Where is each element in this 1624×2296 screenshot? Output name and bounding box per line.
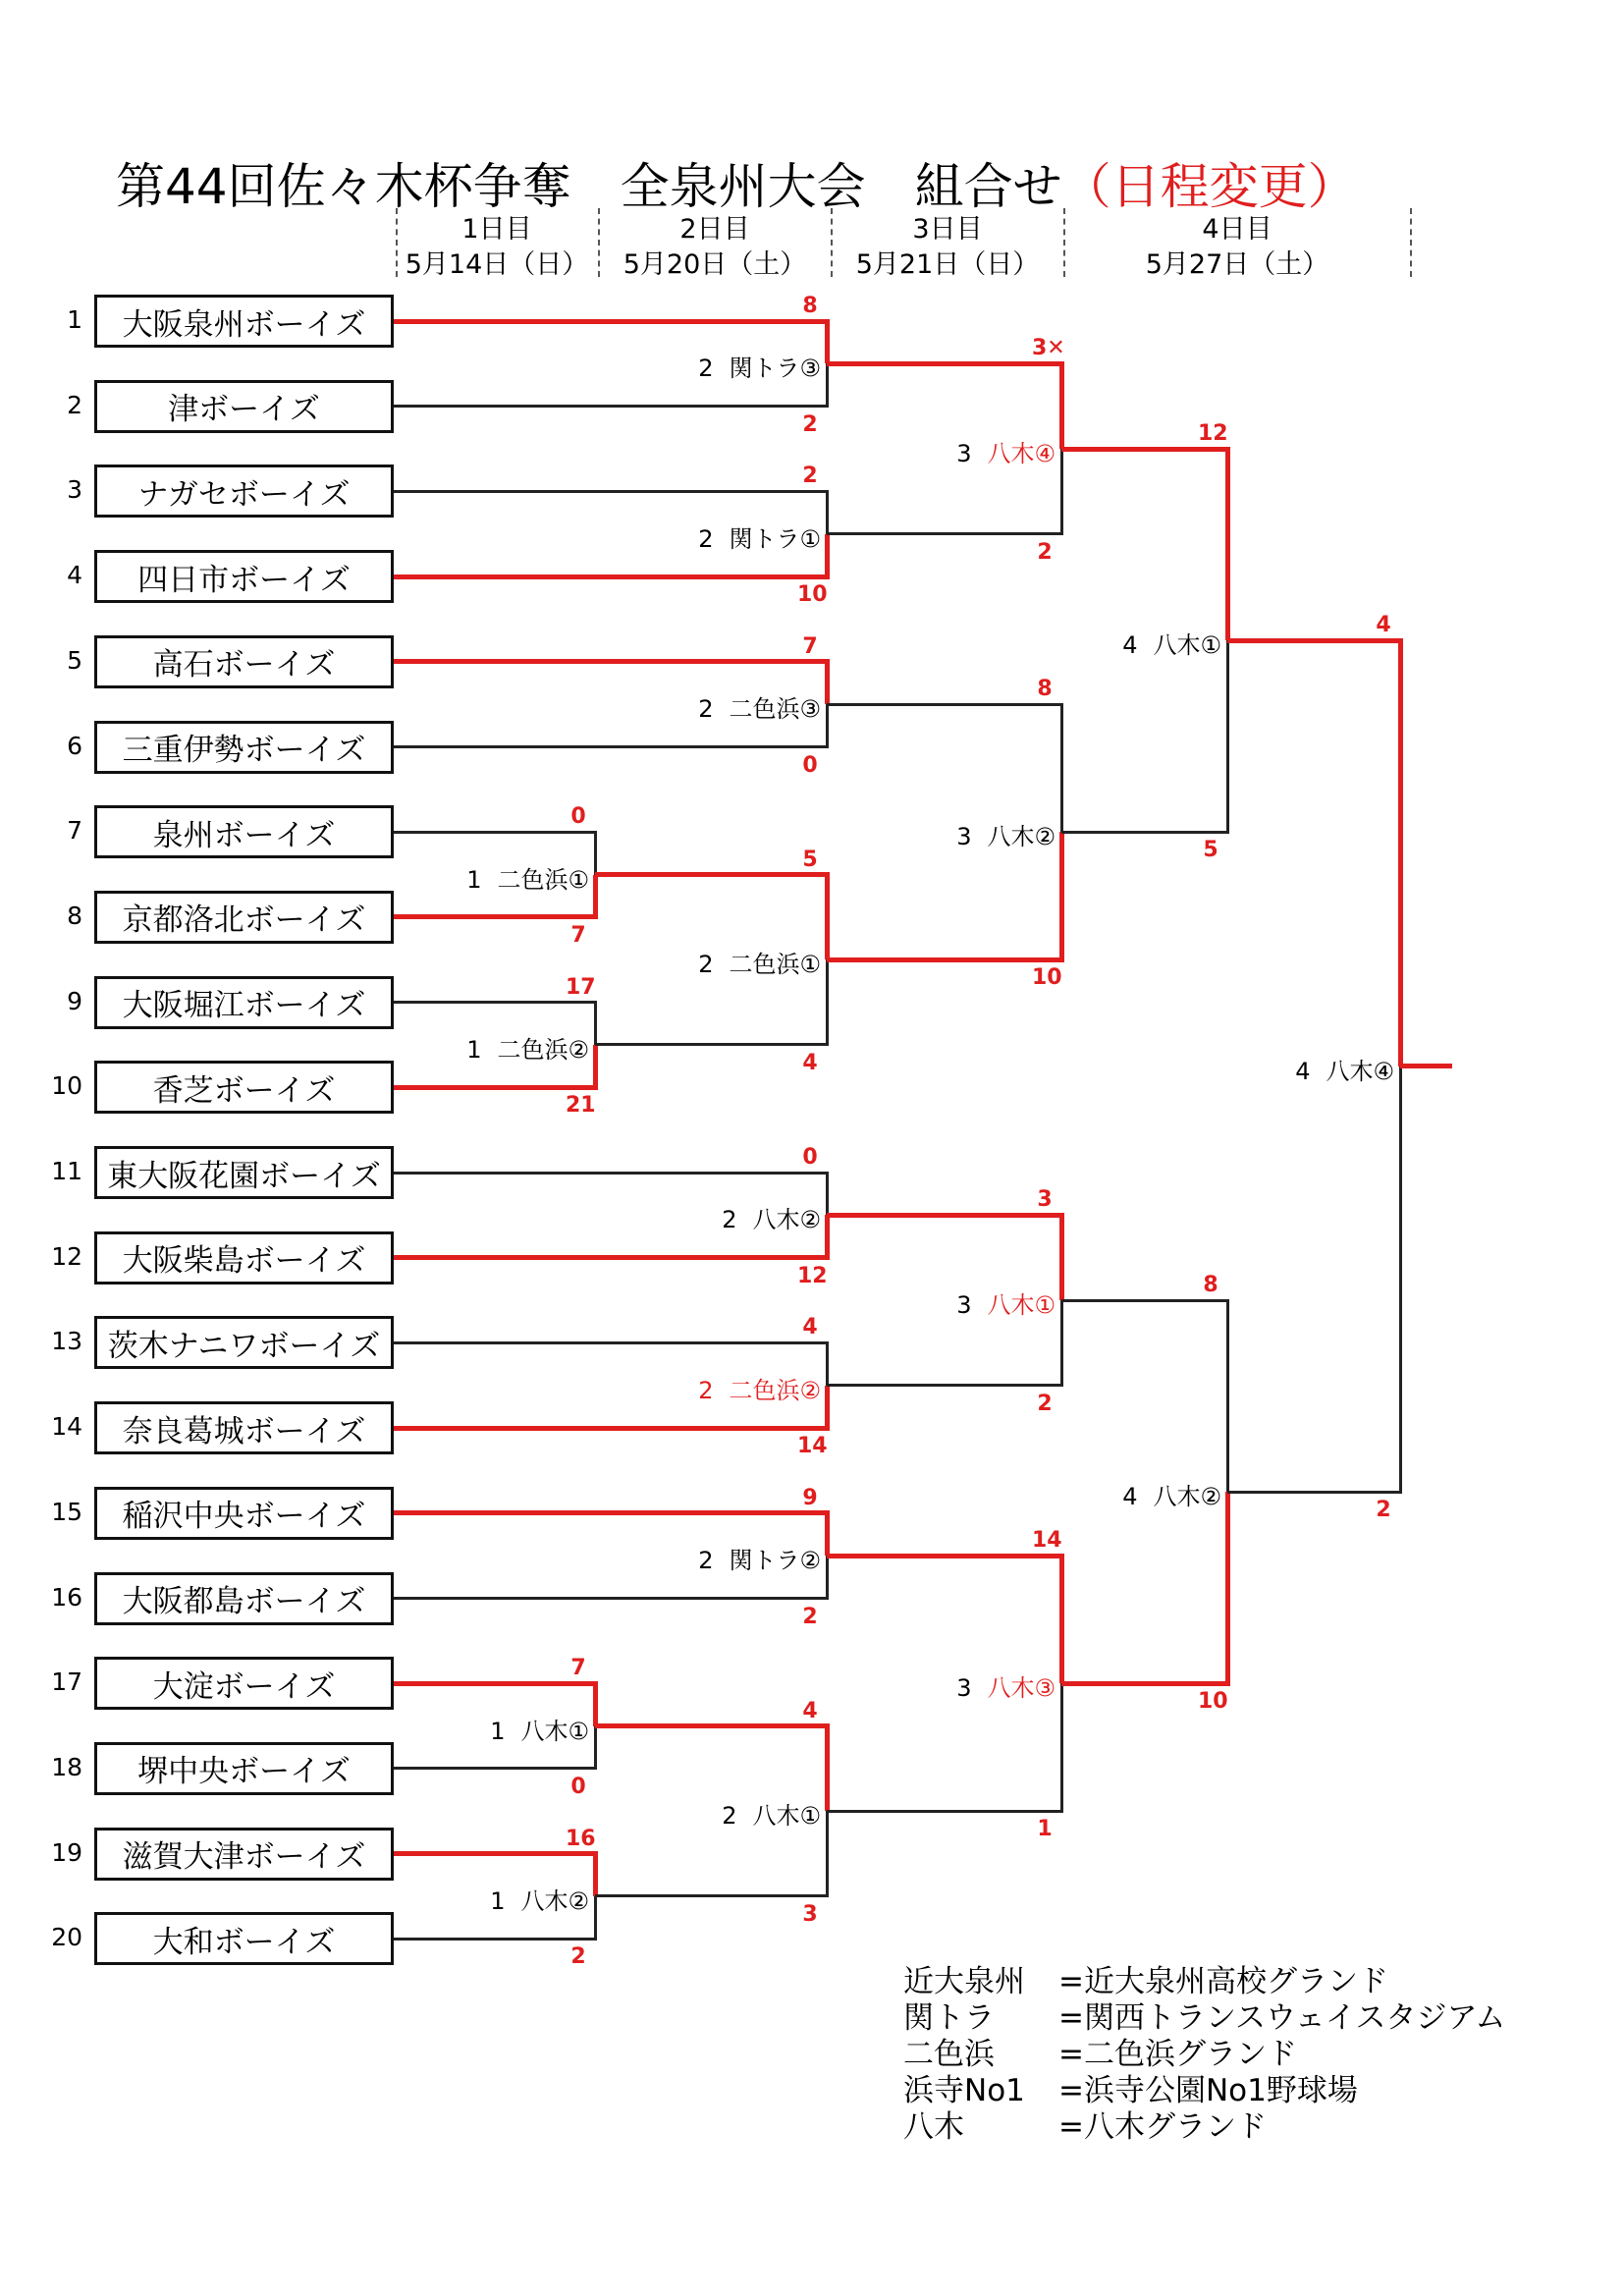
- winner-line: [593, 1045, 598, 1087]
- bracket-line: [1060, 1683, 1063, 1811]
- winner-line: [825, 875, 830, 960]
- winner-line: [1061, 447, 1230, 452]
- match-label: [1184, 1052, 1394, 1086]
- match-day: 2: [698, 695, 714, 724]
- winner-line: [825, 1215, 830, 1257]
- match-venue: 関トラ③: [729, 355, 821, 383]
- winner-line: [593, 1854, 598, 1896]
- team-name-box: 大阪堀江ボーイズ: [94, 976, 394, 1029]
- team-name-box: 京都洛北ボーイズ: [94, 891, 394, 944]
- team-seed: 20: [51, 1923, 82, 1952]
- team-name-box: 四日市ボーイズ: [94, 550, 394, 603]
- team-name-box: 大和ボーイズ: [94, 1912, 394, 1965]
- score-bottom: 4: [802, 1050, 818, 1075]
- team-seed: 7: [67, 816, 82, 846]
- winner-line: [394, 1851, 598, 1856]
- score-top: 8: [1037, 677, 1053, 702]
- score-bottom: 10: [1198, 1689, 1228, 1715]
- team-name-box: 泉州ボーイズ: [94, 805, 394, 858]
- bracket-line: [394, 1172, 829, 1175]
- bracket-line: [826, 959, 829, 1045]
- venue-legend: [903, 1964, 1505, 2146]
- day-header-2: [601, 212, 829, 283]
- legend-desc: =近大泉州高校グランド: [1058, 1964, 1388, 1999]
- winner-line: [394, 574, 830, 579]
- match-label: [845, 1285, 1056, 1320]
- team-seed: 9: [67, 986, 82, 1015]
- bracket-line: [826, 363, 829, 406]
- score-bottom: 2: [1037, 539, 1053, 565]
- team-name-box: 堺中央ボーイズ: [94, 1742, 394, 1795]
- match-day: 2: [722, 1206, 737, 1234]
- winner-line: [825, 1513, 830, 1556]
- score-top: 4: [802, 1315, 818, 1340]
- team-seed: 10: [51, 1071, 82, 1101]
- match-venue: 二色浜②: [497, 1035, 589, 1064]
- legend-desc: =関西トランスウェイスタジアム: [1058, 2000, 1506, 2036]
- score-top: 12: [1198, 421, 1228, 447]
- score-top: 3: [1037, 1187, 1053, 1213]
- bracket-line: [826, 1811, 829, 1896]
- team-name-box: 奈良葛城ボーイズ: [94, 1401, 394, 1454]
- score-bottom: 12: [797, 1263, 828, 1288]
- score-bottom: 14: [797, 1434, 828, 1459]
- team-name-box: 茨木ナニワボーイズ: [94, 1316, 394, 1369]
- team-seed: 1: [67, 305, 82, 334]
- bracket-line: [394, 490, 829, 493]
- winner-line: [394, 914, 598, 919]
- team-seed: 3: [67, 475, 82, 505]
- match-day: 2: [698, 951, 714, 979]
- match-venue: 八木③: [987, 1674, 1056, 1703]
- match-venue: 二色浜②: [729, 1376, 821, 1404]
- day-date: 5月14日（日）: [405, 249, 589, 280]
- team-name-box: 津ボーイズ: [94, 380, 394, 433]
- bracket-line: [1399, 1066, 1402, 1493]
- match-venue: 二色浜①: [729, 951, 821, 979]
- page-title: [116, 147, 1357, 218]
- team-name-box: ナガセボーイズ: [94, 465, 394, 518]
- winner-line: [593, 1683, 598, 1725]
- winner-line: [825, 321, 830, 363]
- winner-line: [1400, 1064, 1452, 1068]
- team-seed: 4: [67, 561, 82, 590]
- score-bottom: 2: [1037, 1391, 1053, 1416]
- winner-line: [595, 872, 830, 877]
- team-seed: 17: [51, 1667, 82, 1697]
- bracket-line: [827, 532, 1063, 535]
- match-venue: 二色浜①: [497, 865, 589, 894]
- bracket-line: [826, 1173, 829, 1215]
- team-name-box: 大阪泉州ボーイズ: [94, 295, 394, 348]
- winner-line: [825, 1726, 830, 1812]
- score-top: 7: [802, 633, 818, 659]
- match-venue: 八木②: [520, 1886, 589, 1915]
- match-label: [845, 1668, 1056, 1703]
- winner-line: [825, 1386, 830, 1428]
- legend-abbr: 二色浜: [903, 2037, 995, 2072]
- match-label: [379, 1882, 589, 1916]
- bracket-line: [827, 703, 1063, 706]
- day-header-1: [399, 212, 595, 283]
- winner-line: [1059, 363, 1064, 449]
- winner-line: [1059, 1215, 1064, 1300]
- day-label: 1日目: [461, 214, 532, 245]
- score-bottom: 0: [802, 752, 818, 778]
- match-venue: 八木④: [987, 440, 1056, 468]
- score-top: 17: [566, 974, 596, 1000]
- score-bottom: 10: [1032, 965, 1062, 991]
- score-top: 4: [802, 1698, 818, 1723]
- match-label: [1011, 1477, 1221, 1511]
- bracket-line: [1061, 831, 1229, 834]
- match-day: 3: [956, 823, 972, 851]
- score-bottom: 10: [797, 582, 828, 608]
- team-name-box: 三重伊勢ボーイズ: [94, 721, 394, 774]
- team-seed: 13: [51, 1327, 82, 1356]
- match-label: [845, 434, 1056, 468]
- match-venue: 関トラ①: [729, 524, 821, 553]
- match-day: 1: [466, 1035, 482, 1064]
- day-label: 4日目: [1202, 214, 1272, 245]
- match-day: 1: [466, 865, 482, 894]
- match-label: [379, 860, 589, 895]
- match-label: [611, 945, 821, 979]
- team-seed: 11: [51, 1157, 82, 1185]
- match-venue: 八木④: [1326, 1057, 1394, 1085]
- winner-line: [394, 659, 830, 664]
- winner-line: [394, 1255, 830, 1260]
- team-seed: 12: [51, 1241, 82, 1271]
- team-name-box: 大阪柴島ボーイズ: [94, 1231, 394, 1285]
- score-top: 3✕: [1032, 336, 1065, 361]
- day-label: 3日目: [912, 214, 983, 245]
- match-label: [611, 1541, 821, 1575]
- match-label: [1011, 626, 1221, 660]
- team-seed: 8: [67, 901, 82, 930]
- bracket-line: [827, 1384, 1063, 1387]
- match-label: [611, 1371, 821, 1405]
- bracket-line: [394, 745, 829, 748]
- bracket-line: [594, 1003, 597, 1045]
- winner-line: [394, 319, 830, 324]
- match-day: 3: [956, 1291, 972, 1320]
- winner-line: [394, 1510, 830, 1515]
- winner-line: [827, 1554, 1064, 1558]
- match-venue: 八木②: [1153, 1483, 1221, 1511]
- team-seed: 15: [51, 1497, 82, 1526]
- bracket-line: [594, 832, 597, 874]
- bracket-line: [1227, 1491, 1402, 1494]
- match-venue: 八木①: [752, 1802, 821, 1831]
- legend-row: [903, 2037, 1505, 2073]
- day-date: 5月21日（日）: [855, 249, 1040, 280]
- legend-abbr: 近大泉州: [903, 1964, 1025, 1999]
- match-day: 2: [698, 1376, 714, 1404]
- day-header-4: [1066, 212, 1408, 283]
- team-name-box: 香芝ボーイズ: [94, 1061, 394, 1114]
- legend-row: [903, 2000, 1505, 2037]
- match-day: 4: [1295, 1057, 1311, 1085]
- bracket-line: [594, 1726, 597, 1769]
- score-bottom: 3: [802, 1901, 818, 1927]
- score-top: 8: [802, 294, 818, 318]
- winner-line: [825, 662, 830, 704]
- bracket-line: [826, 1342, 829, 1385]
- day-date: 5月20日（土）: [623, 249, 807, 280]
- bracket-line: [826, 491, 829, 533]
- match-day: 2: [698, 1547, 714, 1575]
- legend-abbr: 浜寺No1: [903, 2073, 1025, 2108]
- team-name-box: 大阪都島ボーイズ: [94, 1572, 394, 1625]
- score-top: 4: [1376, 613, 1391, 638]
- team-seed: 5: [67, 645, 82, 675]
- title-main: 第44回佐々木杯争奪 全泉州大会 組合せ: [116, 158, 1062, 215]
- score-top: 0: [570, 804, 586, 830]
- score-top: 14: [1032, 1528, 1062, 1554]
- bracket-line: [827, 1810, 1063, 1813]
- winner-line: [825, 534, 830, 576]
- winner-line: [593, 875, 598, 917]
- match-venue: 二色浜③: [729, 695, 821, 724]
- day-header-3: [834, 212, 1061, 283]
- legend-row: [903, 1964, 1505, 2000]
- score-top: 5: [802, 847, 818, 872]
- winner-line: [1059, 832, 1064, 959]
- winner-line: [394, 1681, 598, 1686]
- legend-abbr: 関トラ: [903, 2000, 995, 2036]
- team-seed: 6: [67, 731, 82, 760]
- team-name-box: 東大阪花園ボーイズ: [94, 1146, 394, 1199]
- match-label: [611, 349, 821, 383]
- match-label: [611, 1796, 821, 1831]
- score-bottom: 21: [566, 1093, 596, 1119]
- winner-line: [595, 1723, 830, 1728]
- score-top: 2: [802, 464, 818, 489]
- team-seed: 19: [51, 1837, 82, 1867]
- score-top: 7: [570, 1656, 586, 1681]
- score-bottom: 2: [1376, 1498, 1391, 1523]
- match-day: 2: [698, 524, 714, 553]
- match-venue: 八木①: [1153, 631, 1221, 660]
- score-bottom: 0: [570, 1774, 586, 1799]
- legend-row: [903, 2109, 1505, 2146]
- winner-line: [394, 1085, 598, 1090]
- team-name-box: 稲沢中央ボーイズ: [94, 1487, 394, 1540]
- column-divider: [1063, 208, 1065, 277]
- day-date: 5月27日（土）: [1145, 249, 1329, 280]
- match-day: 4: [1122, 1483, 1138, 1511]
- column-divider: [1410, 208, 1412, 277]
- match-day: 1: [490, 1717, 506, 1745]
- winner-line: [1227, 638, 1403, 643]
- match-venue: 八木①: [520, 1717, 589, 1745]
- bracket-line: [394, 1938, 597, 1941]
- bracket-line: [1060, 1300, 1063, 1386]
- legend-desc: =浜寺公園No1野球場: [1058, 2073, 1358, 2108]
- score-bottom: 2: [802, 411, 818, 437]
- winner-line: [1059, 1556, 1064, 1683]
- score-top: 16: [566, 1826, 596, 1851]
- column-divider: [831, 208, 833, 277]
- score-top: 0: [802, 1145, 818, 1170]
- match-label: [845, 817, 1056, 851]
- team-name-box: 滋賀大津ボーイズ: [94, 1828, 394, 1881]
- legend-desc: =二色浜グランド: [1058, 2037, 1297, 2072]
- match-label: [611, 519, 821, 554]
- bracket-line: [394, 1341, 829, 1344]
- score-bottom: 5: [1203, 838, 1218, 863]
- match-day: 2: [698, 355, 714, 383]
- match-day: 3: [956, 440, 972, 468]
- bracket-line: [394, 1001, 597, 1004]
- team-seed: 2: [67, 390, 82, 419]
- day-label: 2日目: [679, 214, 750, 245]
- bracket-line: [394, 831, 597, 834]
- match-day: 1: [490, 1886, 506, 1915]
- column-divider: [396, 208, 398, 277]
- bracket-line: [595, 1894, 829, 1897]
- bracket-line: [1060, 704, 1063, 832]
- bracket-line: [1226, 640, 1229, 832]
- winner-line: [827, 361, 1064, 366]
- match-label: [611, 1200, 821, 1234]
- bracket-line: [1060, 449, 1063, 534]
- match-day: 4: [1122, 631, 1138, 660]
- winner-line: [1061, 1681, 1230, 1686]
- bracket-line: [595, 1043, 829, 1046]
- winner-line: [1225, 1492, 1230, 1683]
- winner-line: [827, 1213, 1064, 1218]
- bracket-line: [826, 704, 829, 746]
- match-venue: 関トラ②: [729, 1547, 821, 1575]
- bracket-line: [1226, 1300, 1229, 1492]
- match-label: [379, 1712, 589, 1746]
- team-name-box: 高石ボーイズ: [94, 635, 394, 688]
- match-venue: 八木②: [987, 823, 1056, 851]
- legend-abbr: 八木: [903, 2109, 964, 2145]
- team-name-box: 大淀ボーイズ: [94, 1657, 394, 1710]
- match-label: [611, 689, 821, 724]
- score-bottom: 2: [570, 1944, 586, 1970]
- bracket-line: [394, 1597, 829, 1600]
- score-top: 8: [1203, 1273, 1218, 1298]
- bracket-line: [594, 1896, 597, 1939]
- legend-desc: =八木グランド: [1058, 2109, 1267, 2145]
- bracket-line: [826, 1556, 829, 1598]
- match-label: [379, 1030, 589, 1065]
- title-schedule-change: （日程変更）: [1061, 158, 1357, 215]
- winner-line: [827, 957, 1064, 962]
- match-venue: 八木②: [752, 1206, 821, 1234]
- team-seed: 14: [51, 1412, 82, 1442]
- bracket-line: [1061, 1299, 1229, 1302]
- bracket-line: [394, 405, 829, 408]
- bracket-line: [394, 1767, 597, 1770]
- match-day: 2: [722, 1802, 737, 1831]
- match-day: 3: [956, 1674, 972, 1703]
- winner-line: [1398, 640, 1403, 1066]
- team-seed: 18: [51, 1752, 82, 1781]
- winner-line: [1225, 449, 1230, 640]
- score-bottom: 1: [1037, 1817, 1053, 1842]
- legend-row: [903, 2073, 1505, 2109]
- column-divider: [598, 208, 600, 277]
- team-seed: 16: [51, 1582, 82, 1612]
- match-venue: 八木①: [987, 1291, 1056, 1320]
- winner-line: [394, 1426, 830, 1431]
- score-bottom: 7: [570, 922, 586, 948]
- score-top: 9: [802, 1485, 818, 1510]
- score-bottom: 2: [802, 1604, 818, 1629]
